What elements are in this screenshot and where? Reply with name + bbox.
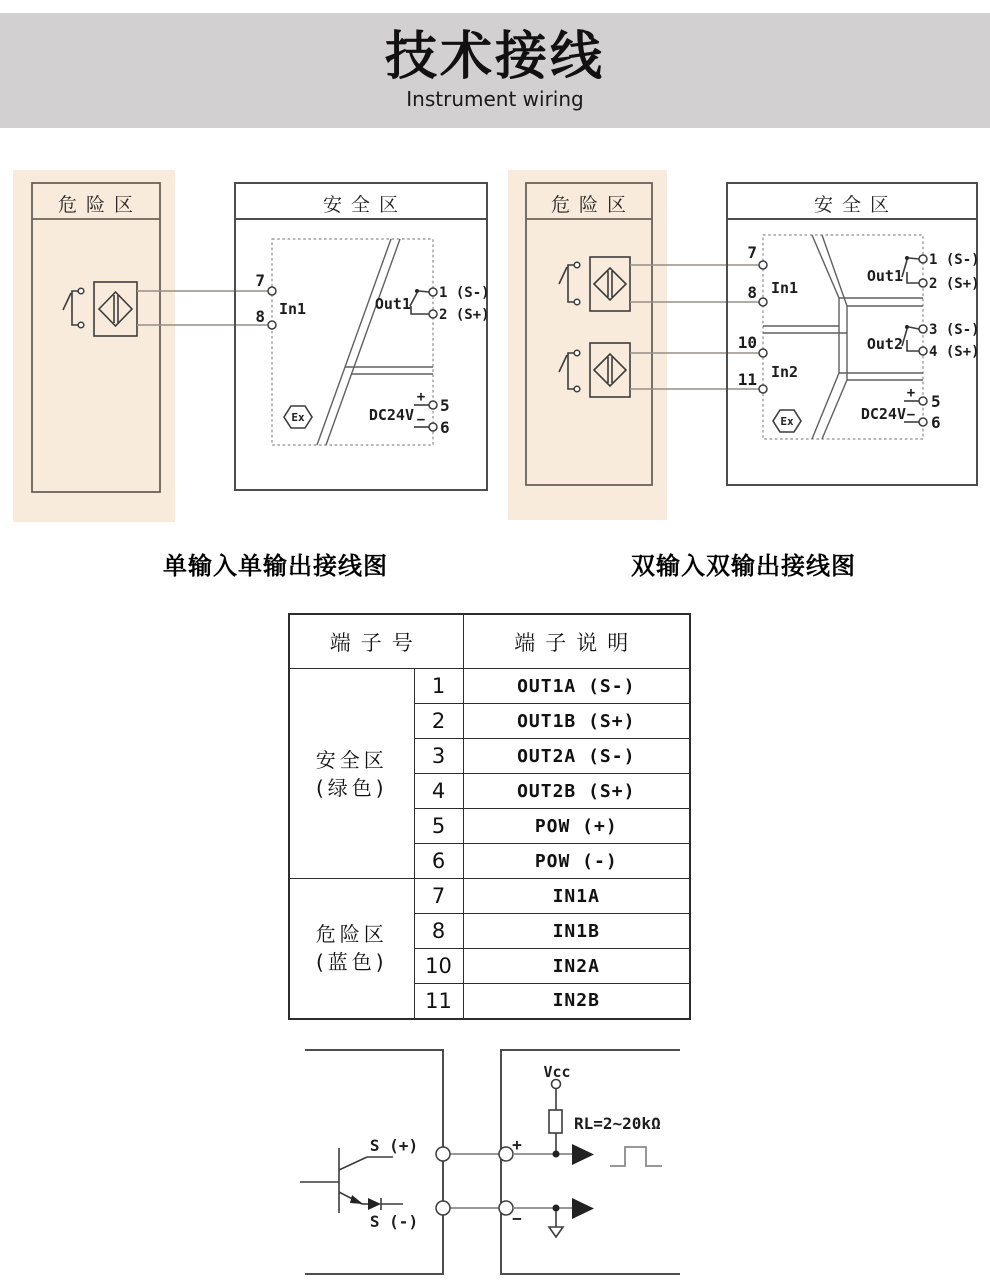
terminal-number: 11 — [414, 984, 463, 1019]
terminal-description: IN2A — [463, 949, 690, 984]
terminal-number: 8 — [414, 914, 463, 949]
load-resistor-note: RL=2~20kΩ — [574, 1114, 661, 1133]
power-minus-sign: − — [416, 412, 426, 428]
terminal-7-circle — [268, 287, 276, 295]
terminal-number: 7 — [414, 879, 463, 914]
hazard-zone-highlight — [13, 170, 175, 522]
terminal-description: IN1B — [463, 914, 690, 949]
diagram-single-io — [13, 170, 490, 522]
terminal-7-label: 7 — [255, 271, 265, 290]
ground-icon — [549, 1211, 563, 1237]
plus-sign: + — [512, 1135, 522, 1154]
terminal-number: 3 — [414, 739, 463, 774]
terminal-5-label: 5 — [440, 396, 450, 415]
signal-plus-label: S (+) — [369, 1136, 419, 1155]
terminal-number: 4 — [414, 774, 463, 809]
output2-contact-icon — [902, 325, 919, 351]
terminal-5-circle — [429, 401, 437, 409]
page-title: 技术接线 — [384, 27, 605, 88]
terminal-description: OUT1B (S+) — [463, 704, 690, 739]
group-color-note: (绿色) — [315, 775, 388, 800]
table-row — [289, 879, 690, 914]
terminal-1-label: 1 (S-) — [439, 285, 490, 301]
power-plus-sign: + — [906, 385, 916, 401]
terminal-11-circle — [759, 385, 767, 393]
terminal-number: 2 — [414, 704, 463, 739]
output-contact-icon — [410, 289, 429, 314]
group-safe-zone — [289, 669, 414, 879]
vcc-label: Vcc — [543, 1063, 571, 1081]
terminal-number: 10 — [414, 949, 463, 984]
minus-sign: − — [512, 1209, 522, 1228]
terminal-description: OUT2A (S-) — [463, 739, 690, 774]
output-circuit-diagram — [300, 1050, 680, 1274]
terminal-description: OUT1A (S-) — [463, 669, 690, 704]
output-arrow-icon — [572, 1198, 594, 1219]
terminal-circle — [436, 1201, 450, 1215]
terminal-circle — [499, 1201, 513, 1215]
output1-label: Out1 — [866, 267, 903, 285]
terminal-8-circle — [759, 298, 767, 306]
input-label: In1 — [279, 300, 307, 318]
output1-contact-icon — [902, 256, 919, 283]
terminal-4-circle — [919, 347, 927, 355]
terminal-4-label: 4 (S+) — [929, 344, 980, 360]
table-row — [289, 669, 690, 704]
terminal-8-circle — [268, 321, 276, 329]
input2-label: In2 — [771, 363, 799, 381]
sensor-side-box — [305, 1050, 443, 1274]
output-label: Out1 — [374, 295, 411, 313]
terminal-1-label: 1 (S-) — [929, 252, 980, 268]
group-hazard-zone — [289, 879, 414, 1019]
terminal-5-circle — [919, 397, 927, 405]
load-side-box — [501, 1050, 680, 1274]
diagram-dual-io — [508, 170, 980, 520]
safe-zone-title: 安全区 — [322, 194, 408, 216]
group-zone-label: 危险区 — [315, 922, 388, 947]
ex-mark: Ex — [780, 415, 794, 428]
terminal-number: 1 — [414, 669, 463, 704]
hazard-zone-title: 危险区 — [550, 194, 636, 216]
terminal-6-circle — [429, 423, 437, 431]
terminal-description: POW (-) — [463, 844, 690, 879]
terminal-1-circle — [919, 255, 927, 263]
safe-zone-title: 安全区 — [813, 194, 899, 216]
terminal-circle — [436, 1147, 450, 1161]
terminal-11-label: 11 — [737, 370, 757, 389]
safe-zone-box — [235, 183, 487, 490]
group-color-note: (蓝色) — [315, 950, 388, 975]
terminal-8-label: 8 — [255, 307, 265, 326]
terminal-7-label: 7 — [747, 243, 757, 262]
terminal-description: POW (+) — [463, 809, 690, 844]
terminal-2-label: 2 (S+) — [439, 307, 490, 323]
terminal-description: IN2B — [463, 984, 690, 1019]
terminal-1-circle — [429, 288, 437, 296]
signal-minus-label: S (-) — [369, 1212, 419, 1231]
terminal-2-circle — [919, 279, 927, 287]
junction-dot — [553, 1205, 560, 1212]
terminal-2-circle — [429, 310, 437, 318]
terminal-3-circle — [919, 325, 927, 333]
terminal-circle — [499, 1147, 513, 1161]
terminal-6-circle — [919, 418, 927, 426]
terminal-description: IN1A — [463, 879, 690, 914]
page-subtitle: Instrument wiring — [406, 86, 584, 111]
terminal-number: 5 — [414, 809, 463, 844]
terminal-description: OUT2B (S+) — [463, 774, 690, 809]
junction-dot — [553, 1151, 560, 1158]
terminal-6-label: 6 — [931, 413, 941, 432]
terminal-7-circle — [759, 261, 767, 269]
caption-dual-io: 双输入双输出接线图 — [631, 552, 856, 580]
output-arrow-icon — [572, 1144, 594, 1165]
ex-hexagon-icon — [773, 410, 801, 432]
resistor-icon — [549, 1110, 562, 1133]
col-header-terminal-number: 端子号 — [289, 614, 463, 669]
ex-mark: Ex — [291, 411, 305, 424]
ex-hexagon-icon — [284, 406, 312, 428]
input1-label: In1 — [771, 279, 799, 297]
terminal-3-label: 3 (S-) — [929, 322, 980, 338]
terminal-2-label: 2 (S+) — [929, 276, 980, 292]
terminal-5-label: 5 — [931, 392, 941, 411]
terminal-number: 6 — [414, 844, 463, 879]
caption-single-io: 单输入单输出接线图 — [163, 552, 388, 580]
power-plus-sign: + — [416, 389, 426, 405]
hazard-zone-highlight — [508, 170, 667, 520]
terminal-6-label: 6 — [440, 418, 450, 437]
terminal-10-circle — [759, 349, 767, 357]
output2-label: Out2 — [866, 335, 903, 353]
terminal-10-label: 10 — [737, 333, 757, 352]
power-minus-sign: − — [906, 407, 916, 423]
power-label: DC24V — [368, 406, 414, 424]
col-header-terminal-description: 端子说明 — [463, 614, 690, 669]
terminal-table — [288, 613, 691, 1020]
diode-icon — [362, 1198, 403, 1210]
hazard-zone-title: 危险区 — [57, 194, 143, 216]
group-zone-label: 安全区 — [315, 747, 388, 772]
power-label: DC24V — [860, 405, 906, 423]
terminal-8-label: 8 — [747, 283, 757, 302]
pulse-waveform-icon — [610, 1147, 662, 1166]
